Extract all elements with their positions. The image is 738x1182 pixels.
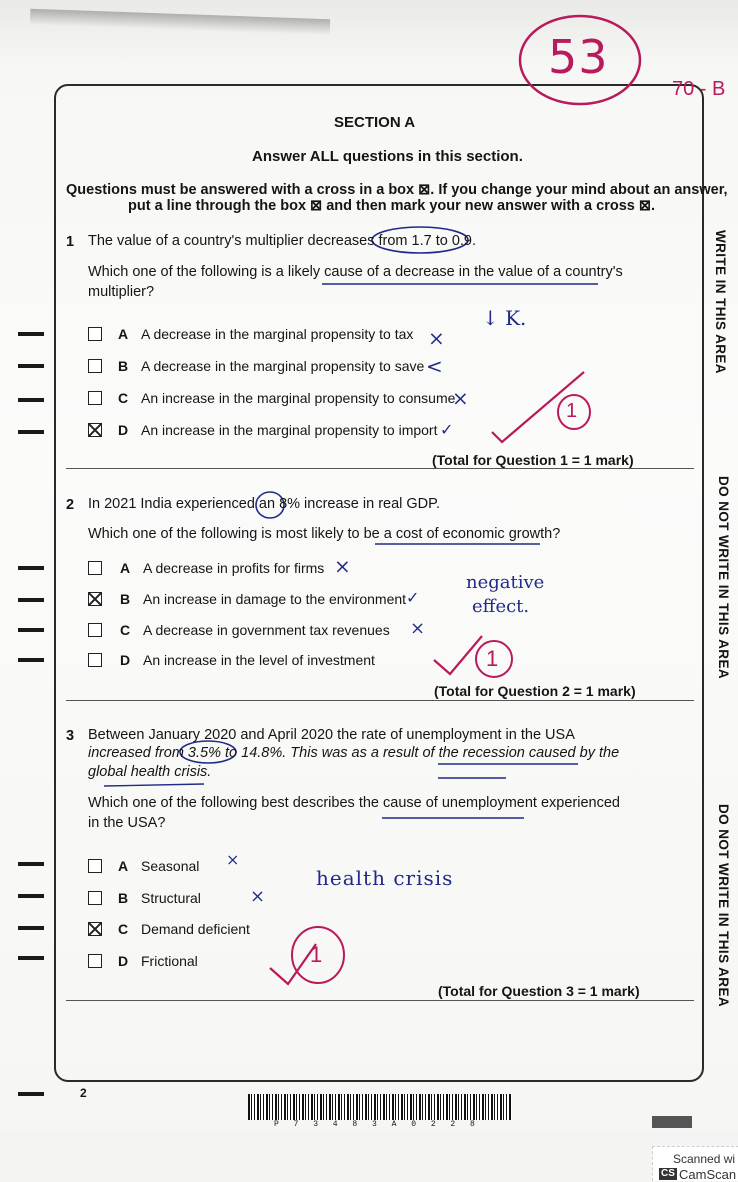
q3-option-d-checkbox[interactable] [88,954,102,968]
q1-option-c-checkbox[interactable] [88,391,102,405]
q1-option-a-checkbox[interactable] [88,327,102,341]
q1-divider [66,468,694,469]
margin-tick [18,628,44,632]
section-subtitle: Answer ALL questions in this section. [252,148,523,165]
q2-number: 2 [66,497,75,513]
q3-option-a-checkbox[interactable] [88,859,102,873]
margin-tick [18,658,44,662]
q2-option-d-text: An increase in the level of investment [143,652,375,668]
margin-tick [18,332,44,336]
q1-option-c-mark: × [452,386,469,410]
barcode-text: P 7 3 4 8 3 A 0 2 2 8 [274,1120,480,1129]
q3-option-d-text: Frictional [141,953,198,969]
q1-option-a-letter: A [118,326,129,342]
q2-option-a-text: A decrease in profits for firms [143,560,325,576]
margin-tick [18,364,44,368]
q3-note: health crisis [316,866,454,890]
instruction-line-2: put a line through the box ⊠ and then mark your new answer with a cross ⊠. [128,198,656,214]
q3-prompt-2: in the USA? [88,815,166,831]
q2-option-b-mark: ✓ [406,588,420,607]
q1-prompt-2: multiplier? [88,284,155,300]
margin-tick [18,398,44,402]
margin-tick [18,598,44,602]
scanner-logo: CS [661,1168,675,1179]
q2-awarded: 1 [486,646,499,671]
q3-option-c-checkbox[interactable] [88,922,102,936]
q3-option-c-letter: C [118,921,129,937]
q3-option-b-text: Structural [141,890,201,906]
side-warning-bottom: DO NOT WRITE IN THIS AREA [716,804,731,1007]
q1-option-d-mark: ✓ [440,420,454,439]
q2-option-c-checkbox[interactable] [88,623,102,637]
scanner-watermark [652,1146,738,1181]
q2-option-a-mark: × [334,554,351,578]
margin-tick [18,926,44,930]
q3-option-b-checkbox[interactable] [88,891,102,905]
q1-option-b-text: A decrease in the marginal propensity to save [141,358,425,374]
q3-option-c-text: Demand deficient [141,921,250,937]
q1-option-d-letter: D [118,422,129,438]
margin-tick [18,956,44,960]
q1-stem: The value of a country's multiplier decreases from 1.7 to 0.9. [88,233,477,249]
q1-option-d-checkbox[interactable] [88,423,102,437]
barcode [248,1094,512,1120]
q1-note: ↓ K. [482,306,527,330]
margin-tick [18,862,44,866]
q3-option-d-letter: D [118,953,129,969]
q2-note-1: negative [466,572,545,593]
q3-stem-3: global health crisis. [88,764,212,780]
grade-annotation: 70 - B [672,78,726,100]
q2-option-d-checkbox[interactable] [88,653,102,667]
q1-option-c-letter: C [118,390,129,406]
side-warning-top: WRITE IN THIS AREA [713,230,728,374]
q3-option-a-letter: A [118,858,129,874]
q3-option-b-letter: B [118,890,129,906]
q2-option-c-mark: × [410,618,426,639]
q3-awarded: 1 [310,942,323,967]
q3-stem-2: increased from 3.5% to 14.8%. This was as a result of the recession caused by the [88,745,620,761]
q2-option-c-text: A decrease in government tax revenues [143,622,390,638]
q2-option-b-checkbox[interactable] [88,592,102,606]
scanner-line-1: Scanned wi [673,1152,736,1166]
q1-option-b-checkbox[interactable] [88,359,102,373]
q3-total: (Total for Question 3 = 1 mark) [438,983,640,999]
q3-underline-4 [104,784,204,786]
q2-note-2: effect. [472,596,530,617]
instruction-line-1: Questions must be answered with a cross in a box ⊠. If you change your mind about an answer, [66,182,728,198]
score-annotation: 53 [548,30,609,84]
q1-awarded: 1 [566,400,578,422]
side-warning-middle: DO NOT WRITE IN THIS AREA [716,476,731,679]
page-number: 2 [80,1086,87,1100]
q3-option-b-mark: × [250,886,266,907]
corner-tab [652,1116,692,1128]
q3-option-a-text: Seasonal [141,858,200,874]
q1-option-c-text: An increase in the marginal propensity to consume [141,390,456,406]
q2-total: (Total for Question 2 = 1 mark) [434,683,636,699]
q3-divider [66,1000,694,1001]
q2-tick [434,636,482,674]
margin-tick [18,430,44,434]
section-title: SECTION A [334,114,416,131]
q3-option-a-mark: × [226,850,240,869]
margin-tick [18,566,44,570]
q2-divider [66,700,694,701]
q1-number: 1 [66,234,75,250]
q1-prompt-1: Which one of the following is a likely cause of a decrease in the value of a country's [88,264,623,280]
q2-option-d-letter: D [120,652,131,668]
q1-option-b-letter: B [118,358,129,374]
q1-total: (Total for Question 1 = 1 mark) [432,452,634,468]
q2-prompt-1: Which one of the following is most likely to be a cost of economic growth? [88,526,561,542]
q3-number: 3 [66,728,75,744]
q2-option-b-letter: B [120,591,131,607]
q3-prompt-1: Which one of the following best describes the cause of unemployment experienced [88,795,620,811]
margin-tick [18,1092,44,1096]
q2-option-a-checkbox[interactable] [88,561,102,575]
q2-option-c-letter: C [120,622,131,638]
q1-option-d-text: An increase in the marginal propensity to import [141,422,438,438]
margin-tick [18,894,44,898]
q3-stem-1: Between January 2020 and April 2020 the rate of unemployment in the USA [88,727,575,743]
q1-option-a-mark: × [428,326,445,350]
q2-option-b-text: An increase in damage to the environment [143,591,407,607]
q1-option-b-mark: < [426,354,443,378]
q2-stem: In 2021 India experienced an 8% increase in real GDP. [88,496,440,512]
scanner-line-2: CamScan [679,1167,737,1182]
q1-option-a-text: A decrease in the marginal propensity to tax [141,326,414,342]
q2-option-a-letter: A [120,560,131,576]
